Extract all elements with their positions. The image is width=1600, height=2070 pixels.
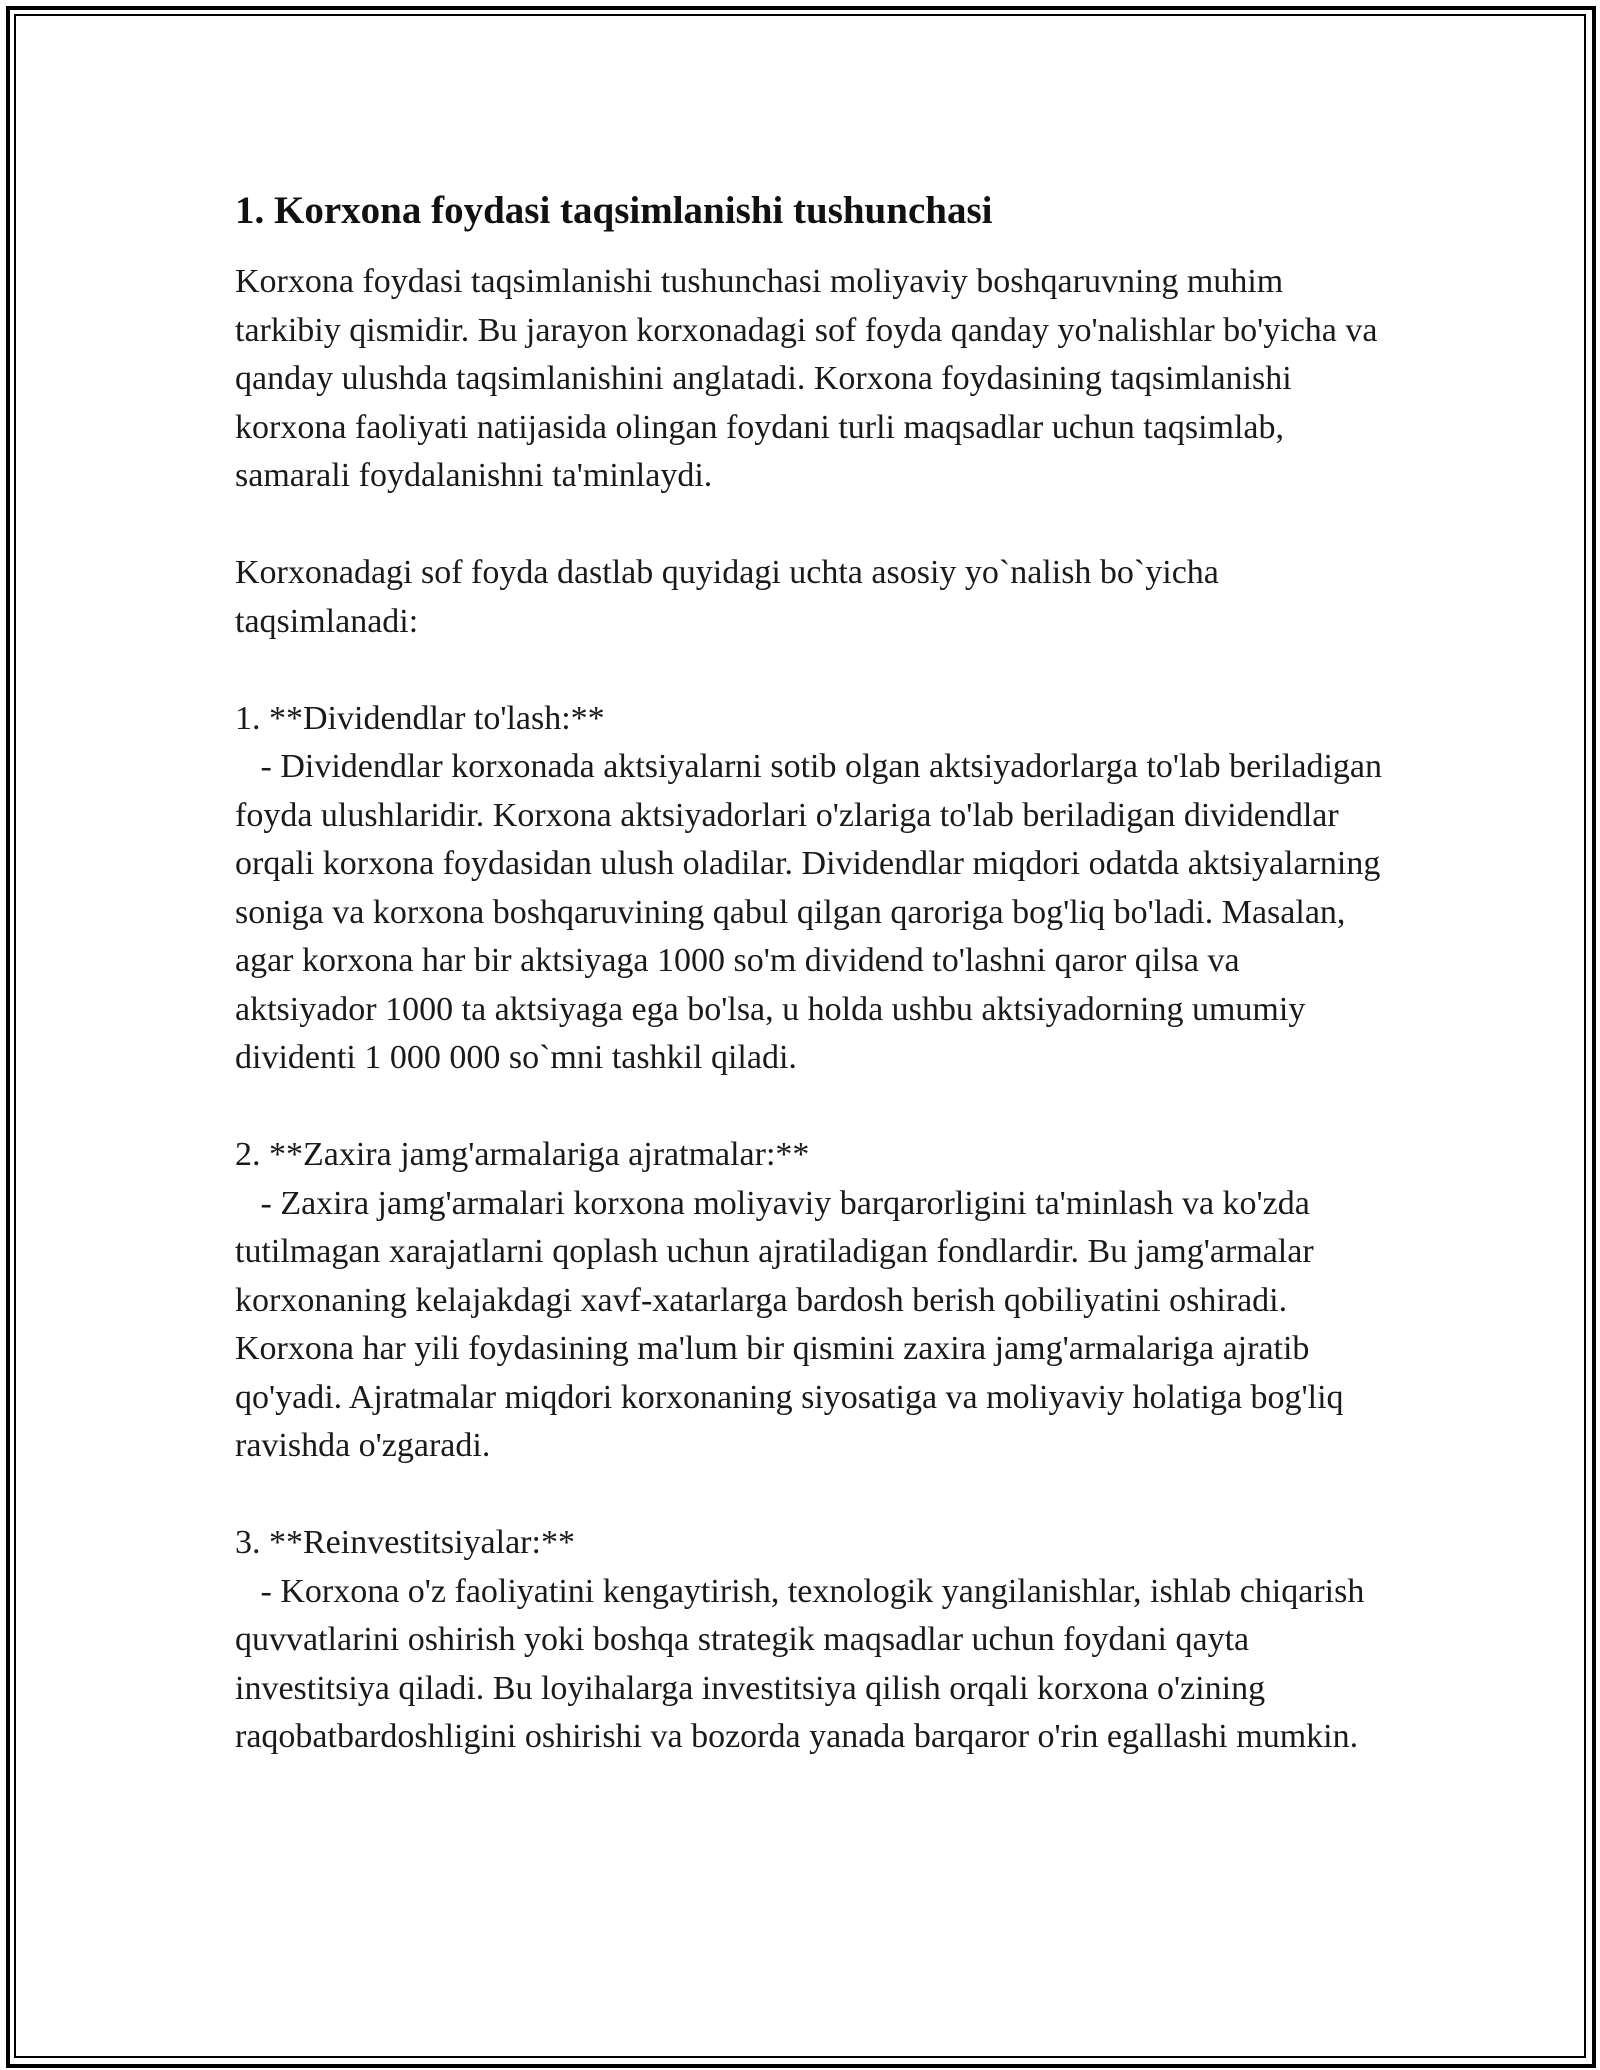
paragraph-gap [235,1083,1385,1132]
list-item-heading: 3. **Reinvestitsiyalar:** [235,1524,575,1561]
list-item-heading: 1. **Dividendlar to'lash:** [235,699,605,737]
paragraph-gap [235,646,1385,695]
list-item-body: - Korxona o'z faoliyatini kengaytirish, texnologik yangilanishlar, ishlab chiqarish quvvatlarini oshirish yoki boshqa strategik maqsadlar uchun foydani qayta investitsiya qiladi. Bu loyihalarga investitsiya qilish orqali korxona o'zining raqobatbardoshligini oshirishi va bozorda yanada barqaror o'rin egallashi mumkin. [235,1572,1373,1755]
document-body [235,186,1391,1762]
list-item-heading: 2. **Zaxira jamg'armalariga ajratmalar:** [235,1136,810,1173]
section-title: 1. Korxona foydasi taqsimlanishi tushunchasi [235,189,993,232]
list-item-reinvestment [235,1519,1385,1762]
paragraph-gap [235,1471,1385,1520]
intro-paragraph: Korxona foydasi taqsimlanishi tushunchasi moliyaviy boshqaruvning muhim tarkibiy qismidir. Bu jarayon korxonadagi sof foyda qanday yo'nalishlar bo'yicha va qanday ulushda taqsimlanishini anglatadi. Korxona foydasining taqsimlanishi korxona faoliyati natijasida olingan foydani turli maqsadlar uchun taqsimlab, samarali foydalanishni ta'minlaydi. [235,263,1386,494]
lead-paragraph: Korxonadagi sof foyda dastlab quyidagi uchta asosiy yo`nalish bo`yicha taqsimlanadi: [235,554,1228,640]
list-item-body: - Zaxira jamg'armalari korxona moliyaviy barqarorligini ta'minlash va ko'zda tutilmagan xarajatlarni qoplash uchun ajratiladigan fondlardir. Bu jamg'armalar korxonaning kelajakdagi xavf-xatarlarga bardosh berish qobiliyatini oshiradi. Korxona har yili foydasining ma'lum bir qismini zaxira jamg'armalariga ajratib qo'yadi. Ajratmalar miqdori korxonaning siyosatiga va moliyaviy holatiga bog'liq ravishda o'zgaradi. [235,1184,1353,1464]
list-item-reserves [235,1131,1385,1471]
paragraph-gap [235,501,1385,550]
list-item-body: - Dividendlar korxonada aktsiyalarni sotib olgan aktsiyadorlarga to'lab beriladigan foyda ulushlaridir. Korxona aktsiyadorlari o'zlariga to'lab beriladigan dividendlar orqali korxona foydasidan ulush oladilar. Dividendlar miqdori odatda aktsiyalarning soniga va korxona boshqaruvining qabul qilgan qaroriga bog'liq bo'ladi. Masalan, agar korxona har bir aktsiyaga 1000 so'm dividend to'lashni qaror qilsa va aktsiyador 1000 ta aktsiyaga ega bo'lsa, u holda ushbu aktsiyadorning umumiy dividenti 1 000 000 so`mni tashkil qiladi. [235,748,1391,1076]
list-item-dividends [235,695,1391,1083]
